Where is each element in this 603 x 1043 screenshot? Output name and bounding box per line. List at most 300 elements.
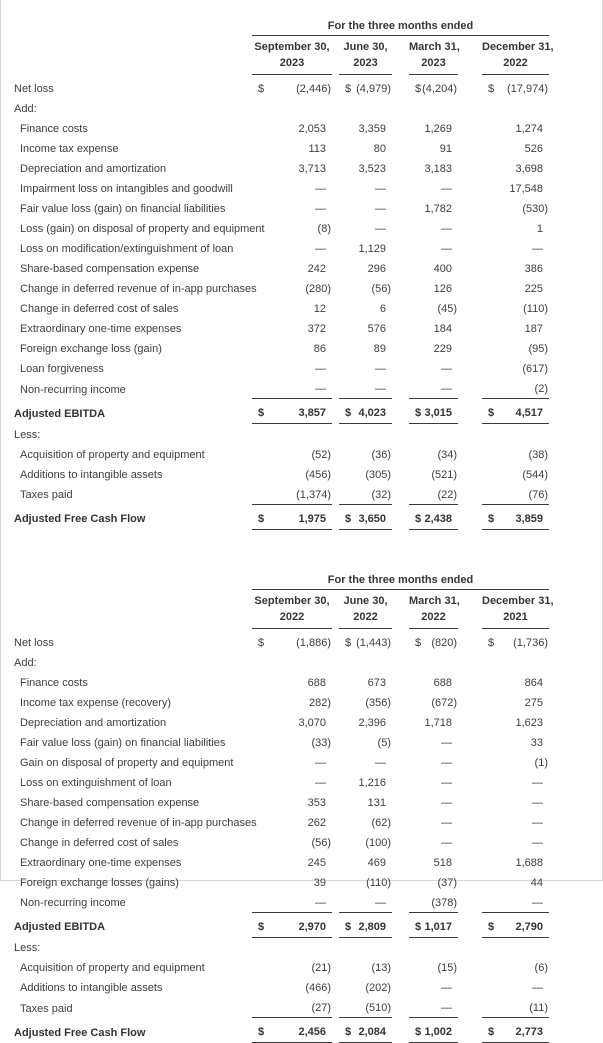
value-text: (36) xyxy=(371,449,392,461)
cell-content xyxy=(252,123,332,135)
value-text: 353 xyxy=(308,797,332,809)
column-gap xyxy=(332,997,339,1018)
cell-content xyxy=(339,857,392,869)
value-text: (62) xyxy=(371,817,392,829)
row-label-text: Loss on extinguishment of loan xyxy=(20,777,172,789)
cell-value xyxy=(339,628,392,652)
value-text: 245 xyxy=(308,857,332,869)
cell-value xyxy=(409,812,458,832)
column-header-line2: 2023 xyxy=(339,55,392,71)
column-gap xyxy=(332,977,339,997)
cell-content xyxy=(339,817,392,829)
cell-value xyxy=(252,75,332,99)
column-gap xyxy=(458,258,482,278)
cell-content xyxy=(252,737,332,749)
column-gap xyxy=(332,1018,339,1043)
value-text: 3,650 xyxy=(358,513,392,525)
cell-value xyxy=(409,238,458,258)
cell-value xyxy=(409,75,458,99)
value-text: 3,859 xyxy=(515,513,549,525)
cell-value xyxy=(339,997,392,1018)
value-text: (34) xyxy=(437,449,458,461)
cell-value xyxy=(409,872,458,892)
cell-value xyxy=(252,892,332,913)
cell-content xyxy=(339,697,392,709)
value-text: 1,129 xyxy=(358,243,392,255)
column-gap xyxy=(458,1018,482,1043)
cell-content xyxy=(409,469,458,481)
cell-value xyxy=(339,138,392,158)
value-text: 400 xyxy=(434,263,458,275)
column-header-line2: 2022 xyxy=(252,609,332,625)
cell-value xyxy=(482,504,549,529)
value-text: — xyxy=(375,757,392,769)
cell-value xyxy=(339,772,392,792)
cell-content xyxy=(482,877,549,889)
column-gap xyxy=(458,444,482,464)
value-text: (6) xyxy=(535,962,549,974)
row-label-text: Extraordinary one-time expenses xyxy=(20,857,181,869)
column-gap xyxy=(392,399,409,424)
cell-value xyxy=(482,484,549,505)
cell-value xyxy=(409,358,458,378)
column-gap xyxy=(332,484,339,505)
cell-content xyxy=(409,343,458,355)
column-header-line1: March 31, xyxy=(409,593,458,609)
cell-value xyxy=(409,732,458,752)
column-gap xyxy=(458,752,482,772)
cell-content xyxy=(339,757,392,769)
value-text: — xyxy=(532,777,549,789)
column-gap xyxy=(458,912,482,937)
cell-content xyxy=(409,962,458,974)
cell-content xyxy=(482,183,549,195)
value-text: (530) xyxy=(522,203,549,215)
cell-content xyxy=(339,243,392,255)
column-gap xyxy=(458,692,482,712)
cell-content xyxy=(409,383,458,395)
column-header-line1: June 30, xyxy=(339,39,392,55)
value-text: — xyxy=(315,757,332,769)
column-header xyxy=(252,589,332,628)
cell-value xyxy=(252,692,332,712)
value-text: 3,698 xyxy=(515,163,549,175)
cell-content xyxy=(482,363,549,375)
value-text: (617) xyxy=(522,363,549,375)
currency-symbol: $ xyxy=(252,513,264,525)
cell-content xyxy=(252,323,332,335)
cell-value xyxy=(482,118,549,138)
cell-value xyxy=(409,977,458,997)
cell-content xyxy=(409,283,458,295)
currency-symbol: $ xyxy=(409,513,421,525)
cell-content xyxy=(409,982,458,994)
column-gap xyxy=(458,198,482,218)
value-text: — xyxy=(315,243,332,255)
cell-value xyxy=(482,957,549,977)
column-gap xyxy=(332,278,339,298)
cell-value xyxy=(339,852,392,872)
value-text: (1) xyxy=(535,757,549,769)
column-gap xyxy=(392,628,409,652)
column-gap xyxy=(392,712,409,732)
table-row xyxy=(14,852,549,872)
row-label-text: Loss on modification/extinguishment of loan xyxy=(20,243,233,255)
cell-content xyxy=(339,717,392,729)
column-gap xyxy=(392,732,409,752)
cell-content xyxy=(252,797,332,809)
cell-value xyxy=(409,712,458,732)
cell-content xyxy=(339,962,392,974)
value-text: — xyxy=(315,383,332,395)
cell-content xyxy=(252,513,332,525)
cell-value xyxy=(339,258,392,278)
value-text: 80 xyxy=(374,143,392,155)
cell-content xyxy=(482,323,549,335)
value-text: (95) xyxy=(528,343,549,355)
value-text: 275 xyxy=(525,697,549,709)
cell-value xyxy=(339,278,392,298)
value-text: — xyxy=(441,383,458,395)
value-text: 1 xyxy=(537,223,549,235)
row-label xyxy=(14,178,252,198)
column-gap xyxy=(458,75,482,99)
currency-symbol: $ xyxy=(339,637,351,649)
row-label-text: Taxes paid xyxy=(20,1003,73,1015)
table-row xyxy=(14,628,549,652)
value-text: (33) xyxy=(311,737,332,749)
cell-content xyxy=(252,363,332,375)
value-text: 864 xyxy=(525,677,549,689)
cell-value xyxy=(252,504,332,529)
column-gap xyxy=(392,832,409,852)
cell-content xyxy=(409,323,458,335)
column-gap xyxy=(332,298,339,318)
column-header-line1: March 31, xyxy=(409,39,458,55)
cell-content xyxy=(252,877,332,889)
cell-value xyxy=(339,892,392,913)
currency-symbol: $ xyxy=(409,407,421,419)
row-label-text: Additions to intangible assets xyxy=(20,469,162,481)
row-label xyxy=(14,158,252,178)
cell-value xyxy=(339,378,392,399)
column-gap xyxy=(458,318,482,338)
currency-symbol: $ xyxy=(339,407,351,419)
table-row xyxy=(14,997,549,1018)
value-text: (32) xyxy=(371,489,392,501)
currency-symbol: $ xyxy=(252,637,264,649)
value-text: 242 xyxy=(308,263,332,275)
cell-content xyxy=(252,203,332,215)
cell-value xyxy=(409,118,458,138)
cell-value xyxy=(482,912,549,937)
cell-content xyxy=(339,323,392,335)
value-text: (1,736) xyxy=(513,637,549,649)
cell-value xyxy=(339,118,392,138)
cell-content xyxy=(252,283,332,295)
table-row xyxy=(14,238,549,258)
column-gap xyxy=(332,672,339,692)
value-text: 4,023 xyxy=(358,407,392,419)
cell-value xyxy=(482,692,549,712)
value-text: — xyxy=(375,897,392,909)
cell-value xyxy=(409,484,458,505)
row-label xyxy=(14,358,252,378)
value-text: 2,790 xyxy=(515,921,549,933)
value-text: (8) xyxy=(318,223,332,235)
row-label xyxy=(14,258,252,278)
row-label xyxy=(14,75,252,99)
cell-value xyxy=(252,912,332,937)
cell-content xyxy=(252,921,332,933)
cell-content xyxy=(252,303,332,315)
empty-cells xyxy=(252,937,549,957)
cell-content xyxy=(252,143,332,155)
cell-content xyxy=(409,637,458,649)
row-label-text: Extraordinary one-time expenses xyxy=(20,323,181,335)
value-text: — xyxy=(375,223,392,235)
value-text: 4,517 xyxy=(515,407,549,419)
value-text: 1,274 xyxy=(515,123,549,135)
value-text: (17,974) xyxy=(507,83,549,95)
column-gap xyxy=(332,852,339,872)
cell-content xyxy=(252,817,332,829)
cell-value xyxy=(339,399,392,424)
table-row xyxy=(14,444,549,464)
row-label xyxy=(14,298,252,318)
cell-value xyxy=(339,792,392,812)
cell-value xyxy=(339,832,392,852)
column-gap xyxy=(332,75,339,99)
cell-value xyxy=(482,732,549,752)
value-text: 91 xyxy=(440,143,458,155)
row-label xyxy=(14,997,252,1018)
column-gap xyxy=(332,238,339,258)
section-label: Add: xyxy=(14,657,37,669)
label-column-spacer xyxy=(14,589,252,628)
cell-value xyxy=(252,812,332,832)
column-header-line2: 2022 xyxy=(482,55,549,71)
column-gap xyxy=(332,892,339,913)
cell-value xyxy=(339,338,392,358)
cell-value xyxy=(339,158,392,178)
cell-content xyxy=(409,737,458,749)
cell-content xyxy=(482,83,549,95)
value-text: (56) xyxy=(371,283,392,295)
value-text: 1,688 xyxy=(515,857,549,869)
value-text: 1,623 xyxy=(515,717,549,729)
cell-value xyxy=(252,399,332,424)
cell-value xyxy=(482,464,549,484)
cell-value xyxy=(252,298,332,318)
cell-content xyxy=(409,513,458,525)
value-text: (76) xyxy=(528,489,549,501)
table-row xyxy=(14,977,549,997)
value-text: 2,773 xyxy=(515,1026,549,1038)
cell-content xyxy=(409,697,458,709)
cell-content xyxy=(482,203,549,215)
table-row xyxy=(14,832,549,852)
cell-content xyxy=(482,797,549,809)
column-gap xyxy=(392,238,409,258)
row-label xyxy=(14,937,252,957)
cell-content xyxy=(339,363,392,375)
column-gap xyxy=(458,997,482,1018)
cell-value xyxy=(482,977,549,997)
value-text: 518 xyxy=(434,857,458,869)
column-gap xyxy=(332,218,339,238)
row-label-text: Share-based compensation expense xyxy=(20,797,199,809)
value-text: 89 xyxy=(374,343,392,355)
row-label xyxy=(14,772,252,792)
cell-content xyxy=(252,677,332,689)
row-label-text: Adjusted Free Cash Flow xyxy=(14,1027,145,1039)
column-gap xyxy=(332,752,339,772)
cell-value xyxy=(252,732,332,752)
column-gap xyxy=(332,198,339,218)
cell-value xyxy=(252,792,332,812)
value-text: (38) xyxy=(528,449,549,461)
cell-content xyxy=(482,263,549,275)
cell-value xyxy=(339,298,392,318)
cell-value xyxy=(409,218,458,238)
value-text: 184 xyxy=(434,323,458,335)
column-gap xyxy=(392,444,409,464)
table-row xyxy=(14,198,549,218)
cell-value xyxy=(409,1018,458,1043)
cell-value xyxy=(339,178,392,198)
cell-content xyxy=(482,407,549,419)
cell-content xyxy=(339,263,392,275)
column-header xyxy=(252,36,332,75)
row-label xyxy=(14,399,252,424)
column-gap xyxy=(332,338,339,358)
cell-value xyxy=(482,75,549,99)
cell-content xyxy=(409,717,458,729)
row-label xyxy=(14,278,252,298)
value-text: 113 xyxy=(308,143,332,155)
value-text: 2,970 xyxy=(298,921,332,933)
column-gap xyxy=(458,772,482,792)
report-body xyxy=(1,0,602,1043)
cell-value xyxy=(482,298,549,318)
cell-value xyxy=(482,752,549,772)
date-header-row xyxy=(14,589,549,628)
column-header-line2: 2022 xyxy=(339,609,392,625)
cell-value xyxy=(339,957,392,977)
table-row xyxy=(14,464,549,484)
column-gap xyxy=(392,218,409,238)
cell-value xyxy=(252,772,332,792)
period-header-row xyxy=(14,13,549,36)
cell-value xyxy=(409,772,458,792)
cell-content xyxy=(482,837,549,849)
cell-value xyxy=(482,892,549,913)
column-gap xyxy=(332,957,339,977)
value-text: 86 xyxy=(314,343,332,355)
row-label xyxy=(14,692,252,712)
value-text: 262 xyxy=(308,817,332,829)
row-label-text: Net loss xyxy=(14,637,54,649)
row-label-text: Additions to intangible assets xyxy=(20,982,162,994)
cell-content xyxy=(409,677,458,689)
table-row xyxy=(14,732,549,752)
value-text: (280) xyxy=(305,283,332,295)
value-text: — xyxy=(441,982,458,994)
value-text: 1,782 xyxy=(424,203,458,215)
column-gap xyxy=(392,258,409,278)
table-row xyxy=(14,792,549,812)
cell-value xyxy=(482,672,549,692)
value-text: 187 xyxy=(525,323,549,335)
cell-value xyxy=(409,178,458,198)
cell-value xyxy=(482,378,549,399)
cell-value xyxy=(339,198,392,218)
table-row xyxy=(14,399,549,424)
column-gap xyxy=(458,218,482,238)
row-label xyxy=(14,464,252,484)
row-label-text: Finance costs xyxy=(20,123,88,135)
value-text: 39 xyxy=(314,877,332,889)
cell-value xyxy=(252,178,332,198)
column-header xyxy=(482,589,549,628)
row-label-text: Depreciation and amortization xyxy=(20,717,166,729)
cell-content xyxy=(252,777,332,789)
value-text: — xyxy=(441,243,458,255)
column-gap xyxy=(458,358,482,378)
value-text: (56) xyxy=(311,837,332,849)
cell-value xyxy=(409,278,458,298)
row-label-text: Adjusted EBITDA xyxy=(14,921,105,933)
column-gap xyxy=(392,118,409,138)
cell-value xyxy=(409,628,458,652)
value-text: 576 xyxy=(368,323,392,335)
row-label-text: Change in deferred revenue of in-app purchases xyxy=(20,817,257,829)
value-text: 673 xyxy=(368,677,392,689)
cell-content xyxy=(252,1002,332,1014)
row-label xyxy=(14,138,252,158)
cell-value xyxy=(252,752,332,772)
table-row xyxy=(14,75,549,99)
row-label-text: Loan forgiveness xyxy=(20,363,104,375)
row-label xyxy=(14,504,252,529)
column-gap xyxy=(332,589,339,628)
empty-cells xyxy=(252,98,549,118)
adjusted-ebitda-table-2022 xyxy=(14,567,549,1043)
column-gap xyxy=(392,812,409,832)
cell-content xyxy=(252,489,332,501)
column-gap xyxy=(458,852,482,872)
cell-content xyxy=(339,469,392,481)
column-gap xyxy=(392,484,409,505)
cell-value xyxy=(339,75,392,99)
value-text: — xyxy=(375,363,392,375)
value-text: (2,446) xyxy=(296,83,332,95)
cell-content xyxy=(482,677,549,689)
currency-symbol: $ xyxy=(252,83,264,95)
cell-content xyxy=(409,183,458,195)
value-text: — xyxy=(315,897,332,909)
column-gap xyxy=(392,752,409,772)
column-gap xyxy=(332,912,339,937)
cell-value xyxy=(252,338,332,358)
label-column-spacer xyxy=(14,36,252,75)
value-text: (2) xyxy=(535,383,549,395)
cell-content xyxy=(339,1026,392,1038)
column-gap xyxy=(392,872,409,892)
cell-value xyxy=(482,792,549,812)
value-text: (110) xyxy=(366,877,392,889)
